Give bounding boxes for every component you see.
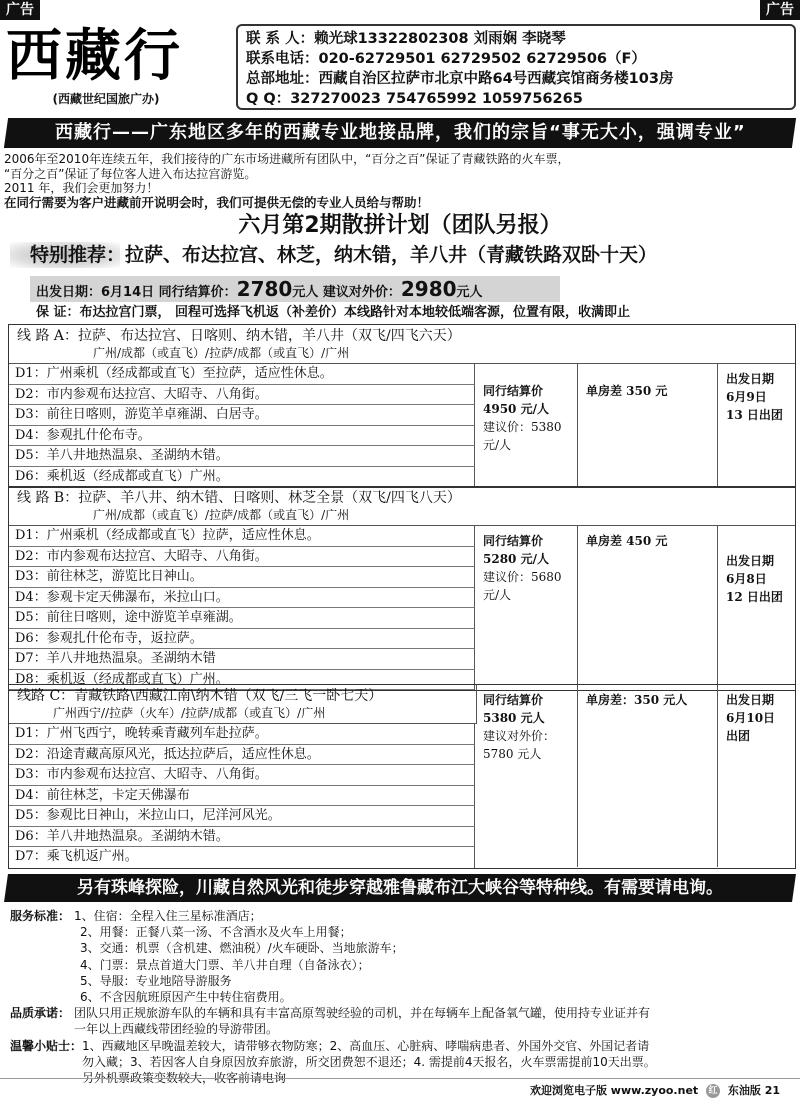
route-b-day: D8：乘机返（经成都或直飞）广州。 xyxy=(9,670,475,691)
special-routes-text: 另有珠峰探险，川藏自然风光和徒步穿越雅鲁藏布江大峡谷等特种线。有需要请电询。 xyxy=(77,878,723,898)
route-b-date-value: 6月8日 12 日出团 xyxy=(726,572,783,604)
departure-text xyxy=(36,274,483,308)
route-a-date-label: 出发日期 xyxy=(726,372,775,386)
route-a-date xyxy=(717,364,795,487)
service-row xyxy=(10,908,790,924)
route-b-sub: 广州/成都（或直飞）/拉萨/成都（或直飞）/广州 xyxy=(93,508,350,522)
contact-box xyxy=(236,24,796,110)
route-c-date xyxy=(717,685,795,867)
route-c-title: 线路 C：青藏铁路\西藏江南\纳木错（双飞/三飞一卧七天） xyxy=(17,688,383,704)
retail-price-unit: 元人 xyxy=(456,285,483,300)
contact-persons: 联 系 人：赖光球13322802308 刘雨娴 李晓琴 xyxy=(246,31,566,47)
quality-label: 品质承诺： xyxy=(10,1006,71,1021)
services xyxy=(10,908,790,1086)
quality-row xyxy=(10,1005,790,1021)
peer-price: 2780 xyxy=(236,277,293,301)
route-b-price-label: 同行结算价 xyxy=(483,534,544,548)
route-c-sub: 广州西宁//拉萨（火车）/拉萨/成都（或直飞）/广州 xyxy=(53,706,326,720)
special-routes-banner xyxy=(4,874,796,902)
service-item: 3、交通：机票（含机建、燃油税）/火车硬卧、当地旅游车； xyxy=(80,941,404,956)
route-b-day: D1：广州乘机（经成都或直飞）拉萨，适应性休息。 xyxy=(9,526,475,547)
service-item: 1、住宿：全程入住三星标准酒店； xyxy=(74,909,262,923)
footer xyxy=(0,1080,800,1100)
service-item: 4、门票：景点首道大门票、羊八井自理（自备泳衣）； xyxy=(80,957,370,972)
service-item: 5、导服：专业地陪导游服务 xyxy=(80,973,232,988)
footer-logo-icon: 红 xyxy=(706,1084,720,1098)
service-item: 2、用餐：正餐八菜一汤、不含酒水及火车上用餐； xyxy=(80,925,352,940)
contact-phone: 联系电话：020-62729501 62729502 62729506（F） xyxy=(246,51,646,67)
intro xyxy=(4,152,794,210)
route-a-single xyxy=(577,364,717,487)
route-c-header xyxy=(9,685,477,724)
route-c-price-value: 5380 元人 xyxy=(483,711,545,725)
route-a-day: D4：参观扎什伦布寺。 xyxy=(9,426,475,447)
footer-divider xyxy=(0,1078,800,1079)
plan-title: 六月第2期散拼计划（团队另报） xyxy=(238,213,562,238)
route-a-body xyxy=(9,364,795,487)
route-c-suggest: 建议对外价：5780 元人 xyxy=(483,729,556,761)
route-b-single xyxy=(577,526,717,690)
route-b-header xyxy=(9,487,795,526)
tips-text: 1、西藏地区早晚温差较大，请带够衣物防寒；2、高血压、心脏病、哮喘病患者、外国外交官、外国记者请 xyxy=(82,1038,650,1053)
route-b-title: 线 路 B：拉萨、羊八井、纳木错、日喀则、林芝全景（双飞/四飞八天） xyxy=(17,490,461,506)
quality-text-2: 一年以上西藏线带团经验的导游带团。 xyxy=(74,1022,279,1037)
footer-edition: 东油版 21 xyxy=(727,1084,780,1097)
service-item: 6、不含因航班原因产生中转住宿费用。 xyxy=(80,990,292,1005)
route-b-body xyxy=(9,526,795,690)
route-a-price-value: 4950 元/人 xyxy=(483,402,549,416)
route-a-sub: 广州/成都（或直飞）/拉萨/成都（或直飞）/广州 xyxy=(93,346,350,360)
route-c-date-label: 出发日期 xyxy=(726,693,775,707)
retail-price: 2980 xyxy=(400,277,457,301)
route-c-single-text: 单房差：350 元人 xyxy=(586,693,688,707)
route-a-day: D2：市内参观布达拉宫、大昭寺、八角街。 xyxy=(9,385,475,406)
route-b-date xyxy=(717,526,795,690)
route-a-price-label: 同行结算价 xyxy=(483,384,544,398)
route-b-day: D2：市内参观布达拉宫、大昭寺、八角街。 xyxy=(9,547,475,568)
route-c-price-label: 同行结算价 xyxy=(483,693,544,707)
special-recommend xyxy=(10,240,790,270)
route-a-table xyxy=(8,324,796,488)
route-b-day: D5：前往日喀则，途中游览羊卓雍湖。 xyxy=(9,608,475,629)
service-label: 服务标准： xyxy=(10,909,71,923)
route-c-day: D5：参观比日神山，米拉山口，尼洋河风光。 xyxy=(9,806,475,827)
route-a-price xyxy=(475,364,577,487)
route-a-header xyxy=(9,325,795,364)
route-c-day: D7：乘飞机返广州。 xyxy=(9,847,475,868)
special-text: 特别推荐：拉萨、布达拉宫、林芝，纳木错，羊八井（青藏铁路双卧十天） xyxy=(30,244,658,266)
route-b-day: D7：羊八井地热温泉。圣湖纳木错 xyxy=(9,649,475,670)
route-c-table xyxy=(8,684,796,869)
intro-line-3: 2011 年，我们会更加努力！ xyxy=(4,181,159,195)
route-c-day: D4：前往林芝，卡定天佛瀑布 xyxy=(9,786,475,807)
route-b-price-value: 5280 元/人 xyxy=(483,552,549,566)
tips-row xyxy=(10,1038,790,1054)
tips-text-3: 另外机票政策变数较大，收客前请电询 xyxy=(82,1071,287,1086)
logo-title: 西藏行 xyxy=(6,23,183,89)
route-c-date-value: 6月10日出团 xyxy=(726,711,776,743)
logo xyxy=(6,24,234,112)
route-b-suggest: 建议价：5680元/人 xyxy=(483,570,562,602)
guarantee: 保 证：布达拉宫门票， 回程可选择飞机返（补差价）本线路针对本地较低端客源，位置有限，收满即止 xyxy=(36,305,631,320)
route-c-day: D6：羊八井地热温泉。圣湖纳木错。 xyxy=(9,827,475,848)
peer-price-unit: 元人 建议对外价： xyxy=(292,285,401,300)
intro-line-1: 2006年至2010年连续五年，我们接待的广东市场进藏所有团队中，“百分之百”保证了青藏铁路的火车票， xyxy=(4,152,570,166)
ad-tag-left: 广告 xyxy=(0,0,40,20)
route-a-day: D1：广州乘机（经成都或直飞）至拉萨，适应性休息。 xyxy=(9,364,475,385)
route-a-date-value: 6月9日 13 日出团 xyxy=(726,390,783,422)
contact-qq: Q Q：327270023 754765992 1059756265 xyxy=(246,91,583,107)
route-b-single-text: 单房差 450 元 xyxy=(586,534,668,548)
logo-subtitle: (西藏世纪国旅广办) xyxy=(52,92,160,106)
quality-text: 团队只用正规旅游车队的车辆和具有丰富高原驾驶经验的司机，并在每辆车上配备氧气罐，使用持专业证并有 xyxy=(74,1006,651,1021)
route-b-table xyxy=(8,486,796,691)
departure-date-label: 出发日期：6月14日 同行结算价： xyxy=(36,285,237,300)
route-a-suggest: 建议价：5380元/人 xyxy=(483,420,562,452)
route-c-single xyxy=(577,685,717,867)
footer-text xyxy=(530,1082,780,1098)
route-a-single-text: 单房差 350 元 xyxy=(586,384,668,398)
route-c-day: D2：沿途青藏高原风光，抵达拉萨后，适应性休息。 xyxy=(9,745,475,766)
route-b-date-label: 出发日期 xyxy=(726,554,775,568)
ad-tag-right: 广告 xyxy=(760,0,800,20)
tips-text-2: 勿入藏；3、若因客人自身原因放弃旅游，所交团费恕不退还；4. 需提前4天报名，火车票需提前10天出票。 xyxy=(82,1054,656,1069)
departure-info xyxy=(0,274,800,304)
contact-address: 总部地址：西藏自治区拉萨市北京中路64号西藏宾馆商务楼103房 xyxy=(246,71,674,87)
intro-line-4: 在同行需要为客户进藏前开说明会时，我们可提供无偿的专业人员给与帮助！ xyxy=(4,194,430,210)
route-c-day: D1：广州飞西宁，晚转乘青藏列车赴拉萨。 xyxy=(9,724,475,745)
footer-site[interactable]: 欢迎浏览电子版 www.zyoo.net xyxy=(529,1084,699,1097)
route-b-day: D3：前往林芝，游览比日神山。 xyxy=(9,567,475,588)
route-b-day: D4：参观卡定天佛瀑布，米拉山口。 xyxy=(9,588,475,609)
route-a-day: D3：前往日喀则，游览羊卓雍湖、白居寺。 xyxy=(9,405,475,426)
header xyxy=(0,22,800,114)
route-c-price xyxy=(475,685,577,867)
route-a-day: D6：乘机返（经成都或直飞）广州。 xyxy=(9,467,475,488)
slogan-banner xyxy=(4,118,796,148)
route-b-day: D6：参观扎什伦布寺，返拉萨。 xyxy=(9,629,475,650)
route-c-day: D3：市内参观布达拉宫、大昭寺、八角街。 xyxy=(9,765,475,786)
slogan-text: 西藏行——广东地区多年的西藏专业地接品牌，我们的宗旨“事无大小，强调专业” xyxy=(54,122,746,143)
tips-label: 温馨小贴士： xyxy=(10,1038,83,1053)
route-a-day: D5：羊八井地热温泉、圣湖纳木错。 xyxy=(9,446,475,467)
route-b-price xyxy=(475,526,577,690)
route-a-title: 线 路 A：拉萨、布达拉宫、日喀则、纳木错，羊八井（双飞/四飞六天） xyxy=(17,328,461,344)
intro-line-2: “百分之百”保证了每位客人进入布达拉宫游览。 xyxy=(4,166,257,181)
